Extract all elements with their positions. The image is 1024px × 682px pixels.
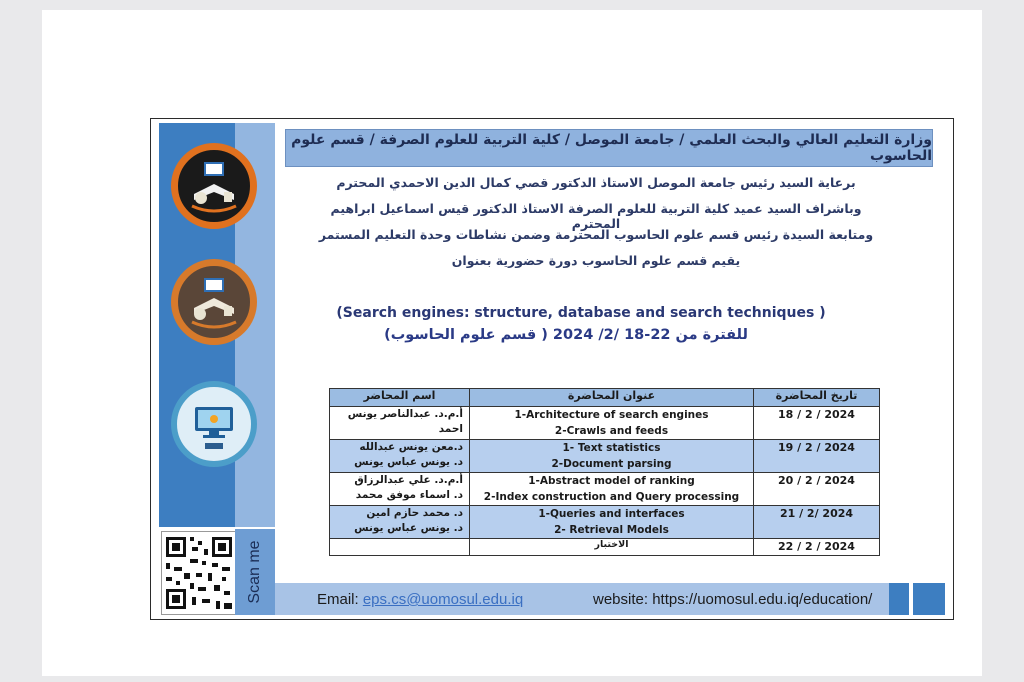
topic-line: 2- Retrieval Models <box>554 524 669 536</box>
exam-date: 22 / 2 / 2024 <box>754 539 880 556</box>
university-emblem-icon <box>184 156 244 216</box>
website-contact[interactable]: website: https://uomosul.edu.iq/education/ <box>593 591 873 608</box>
lecturer-name: د. محمد حازم امين <box>366 507 463 519</box>
lecturer-cell <box>330 440 470 473</box>
lecturer-name: أ.م.د. علي عبدالرزاق <box>354 474 463 486</box>
course-period: للفترة من 22-18 /2/ 2024 ( قسم علوم الحاسوب) <box>384 327 748 343</box>
email-link[interactable]: eps.cs@uomosul.edu.iq <box>362 591 524 608</box>
lecturer-name: د.معن يونس عبدالله <box>359 441 463 453</box>
column-header-lecturer: اسم المحاضر <box>330 389 470 407</box>
lecturer-name: د. يونس عباس يونس <box>354 522 463 534</box>
scan-me-label: Scan me <box>246 540 263 604</box>
topic-line: 2-Crawls and feeds <box>554 425 669 437</box>
college-of-education-pure-sciences-logo <box>171 259 257 345</box>
date-cell: 19 / 2 / 2024 <box>754 440 880 473</box>
table-header-row <box>330 389 880 407</box>
qr-code[interactable] <box>161 531 237 615</box>
topic-line: 2-Index construction and Query processing <box>483 491 740 503</box>
intro-line-announcement: يقيم قسم علوم الحاسوب دورة حضورية بعنوان <box>451 253 741 268</box>
topic-line: 1-Queries and interfaces <box>538 508 685 520</box>
topic-line: 2-Document parsing <box>551 458 672 470</box>
topic-line: 1-Abstract model of ranking <box>528 475 695 487</box>
topic-line: 1-Architecture of search engines <box>514 409 709 421</box>
college-emblem-icon <box>184 272 244 332</box>
header-bar <box>285 129 933 167</box>
topic-cell <box>470 440 754 473</box>
email-prefix: Email: <box>317 591 363 608</box>
footer-accent-block <box>913 583 945 615</box>
intro-line-patronage: برعاية السيد رئيس جامعة الموصل الاستاذ الدكتور قصي كمال الدين الاحمدي المحترم <box>336 175 856 190</box>
email-contact <box>317 591 523 608</box>
column-header-date: تاريخ المحاضرة <box>754 389 880 407</box>
topic-cell <box>470 407 754 440</box>
topic-cell <box>470 473 754 506</box>
date-cell: 18 / 2 / 2024 <box>754 407 880 440</box>
qr-code-icon <box>162 532 236 614</box>
footer-accent-block <box>889 583 909 615</box>
intro-line-supervision: وباشراف السيد عميد كلية التربية للعلوم الصرفة الاستاذ الدكتور قيس اسماعيل ابراهيم المحترم <box>330 201 862 231</box>
table-row-exam <box>330 539 880 556</box>
exam-label: الاختبار <box>470 539 754 556</box>
lecturer-cell <box>330 473 470 506</box>
table-row <box>330 440 880 473</box>
course-flyer <box>150 118 954 620</box>
lecturer-cell <box>330 506 470 539</box>
lecturer-name: أ.م.د. عبدالناصر يونس احمد <box>347 408 463 435</box>
university-of-mosul-logo <box>171 143 257 229</box>
lecturer-name: د. اسماء موفق محمد <box>355 489 463 501</box>
course-title: (Search engines: structure, database and search techniques ) <box>336 305 826 321</box>
schedule-table <box>329 388 880 556</box>
computer-science-department-logo <box>171 381 257 467</box>
exam-lecturer-cell <box>330 539 470 556</box>
lecturer-name: د. يونس عباس يونس <box>354 456 463 468</box>
column-header-topic: عنوان المحاضرة <box>470 389 754 407</box>
date-cell: 21 / 2/ 2024 <box>754 506 880 539</box>
scan-me-box <box>235 529 275 615</box>
topic-line: 1- Text statistics <box>562 442 661 454</box>
intro-line-followup: ومتابعة السيدة رئيس قسم علوم الحاسوب المحترمة وضمن نشاطات وحدة التعليم المستمر <box>318 227 874 242</box>
table-row <box>330 407 880 440</box>
date-cell: 20 / 2 / 2024 <box>754 473 880 506</box>
table-row <box>330 506 880 539</box>
lecturer-cell <box>330 407 470 440</box>
topic-cell <box>470 506 754 539</box>
table-row <box>330 473 880 506</box>
ministry-header-title: وزارة التعليم العالي والبحث العلمي / جامعة الموصل / كلية التربية للعلوم الصرفة / قسم علوم الحاسوب <box>291 132 932 164</box>
computer-emblem-icon <box>183 393 245 455</box>
scanned-page <box>42 10 982 676</box>
